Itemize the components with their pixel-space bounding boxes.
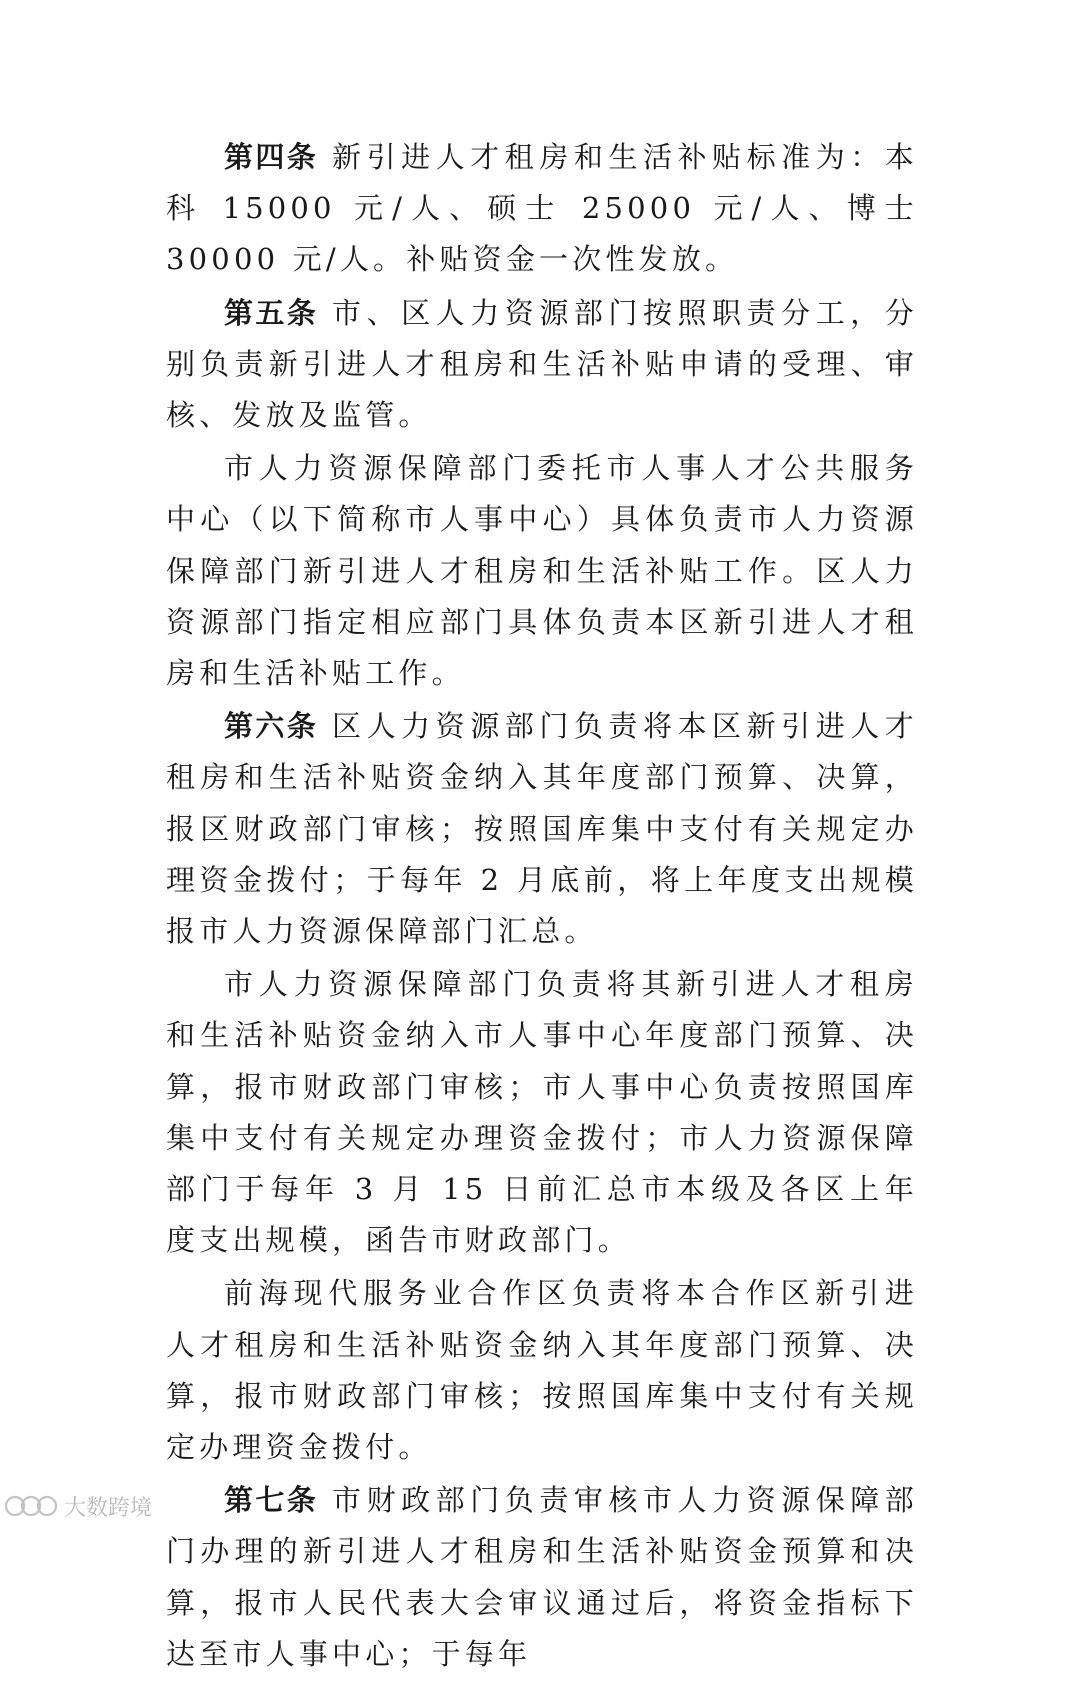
paragraph-text: 区人力资源部门负责将本区新引进人才租房和生活补贴资金纳入其年度部门预算、决算，报区财政部门审核；按照国库集中支付有关规定办理资金拨付；于每年 2 月底前，将上年度支出规模报市人力资源保障部门汇总。 [166,709,918,949]
paragraph-article-5 [166,288,918,442]
article-number: 第四条 [224,140,319,174]
paragraph-text: 新引进人才租房和生活补贴标准为：本科 15000 元/人、硕士 25000 元/人、博士 30000 元/人。补贴资金一次性发放。 [166,140,918,277]
paragraph-text: 市、区人力资源部门按照职责分工，分别负责新引进人才租房和生活补贴申请的受理、审核、发放及监管。 [166,295,918,433]
paragraph-article-6 [166,701,918,957]
paragraph-text: 市人力资源保障部门负责将其新引进人才租房和生活补贴资金纳入市人事中心年度部门预算、决算，报市财政部门审核；市人事中心负责按照国库集中支付有关规定办理资金拨付；市人力资源保障部门于每年 3 月 15 日前汇总市本级及各区上年度支出规模，函告市财政部门。 [166,967,918,1258]
paragraph-text: 前海现代服务业合作区负责将本合作区新引进人才租房和生活补贴资金纳入其年度部门预算、决算，报市财政部门审核；按照国库集中支付有关规定办理资金拨付。 [166,1276,918,1465]
paragraph-article-6-part-2 [166,959,918,1266]
watermark [4,1490,152,1522]
paragraph-article-4 [166,132,918,286]
article-number: 第五条 [224,295,319,330]
article-number: 第七条 [224,1483,319,1518]
paragraph-text: 市财政部门负责审核市人力资源保障部门办理的新引进人才租房和生活补贴资金预算和决算，报市人民代表大会审议通过后，将资金指标下达至市人事中心；于每年 [166,1483,918,1671]
paragraph-text: 市人力资源保障部门委托市人事人才公共服务中心（以下简称市人事中心）具体负责市人力资源保障部门新引进人才租房和生活补贴工作。区人力资源部门指定相应部门具体负责本区新引进人才租房和生活补贴工作。 [166,451,918,691]
watermark-text: 大数跨境 [64,1495,153,1521]
logo-icon [4,1493,58,1519]
paragraph-article-6-part-3 [166,1268,918,1473]
article-number: 第六条 [224,709,319,744]
document-body [166,132,918,1682]
paragraph-article-5-part-2 [166,443,918,699]
paragraph-article-7 [166,1475,918,1680]
